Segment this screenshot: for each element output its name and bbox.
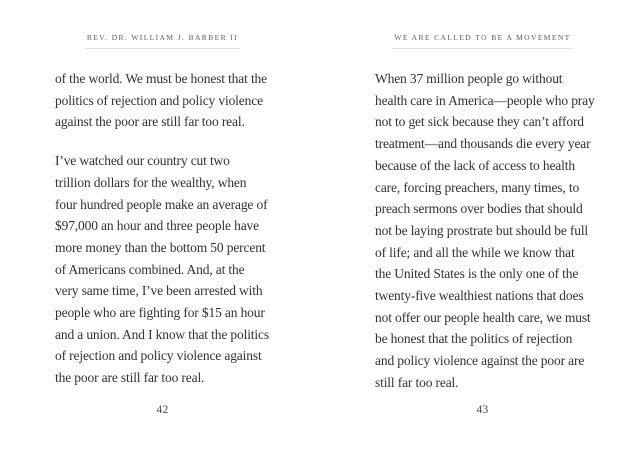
text-line: of Americans combined. And, at the [55,261,245,277]
text-line: of life; and all the while we know that [375,244,575,260]
text-line: people who are fighting for $15 an hour [55,305,265,321]
text-line: preach sermons over bodies that should [375,201,583,217]
paragraph [375,68,595,394]
text-line: and policy violence against the poor are [375,353,585,369]
text-line: health care in America—people who pray [375,92,595,108]
text-line: care, forcing preachers, many times, to [375,179,580,195]
right-running-head-wrap [375,27,590,49]
text-line: four hundred people make an average of [55,196,268,212]
paragraph [55,68,270,133]
text-line: very same time, I’ve been arrested with [55,283,263,299]
left-page-number: 42 [156,404,169,416]
text-line: the United States is the only one of the [375,266,579,282]
left-page [55,0,270,457]
right-page-number: 43 [476,404,489,416]
text-line: politics of rejection and policy violence [55,92,263,108]
left-page-body [55,68,270,389]
text-line: because of the lack of access to health [375,157,575,173]
right-running-head: WE ARE CALLED TO BE A MOVEMENT [392,33,572,49]
text-line: treatment—and thousands die every year [375,136,591,152]
text-line: be honest that the politics of rejection [375,331,573,347]
left-running-head-wrap [55,27,270,49]
text-line: of rejection and policy violence against [55,348,262,364]
text-line: not be laying prostrate but should be full [375,222,589,238]
text-line: of the world. We must be honest that the [55,71,267,86]
text-line: not offer our people health care, we must [375,309,591,325]
text-line: $97,000 an hour and three people have [55,218,260,234]
text-line: When 37 million people go without [375,71,563,86]
text-line: twenty-five wealthiest nations that does [375,288,584,304]
text-line: trillion dollars for the wealthy, when [55,174,247,190]
right-page [375,0,595,457]
text-line: against the poor are still far too real. [55,114,245,130]
text-line: the poor are still far too real. [55,370,205,386]
text-line: more money than the bottom 50 percent [55,239,266,255]
left-running-head: REV. DR. WILLIAM J. BARBER II [85,33,240,49]
right-page-body [375,68,595,394]
text-line: I’ve watched our country cut two [55,153,230,169]
text-line: still far too real. [375,374,459,390]
paragraph [55,150,270,389]
text-line: not to get sick because they can’t afford [375,114,584,130]
text-line: and a union. And I know that the politics [55,326,269,342]
